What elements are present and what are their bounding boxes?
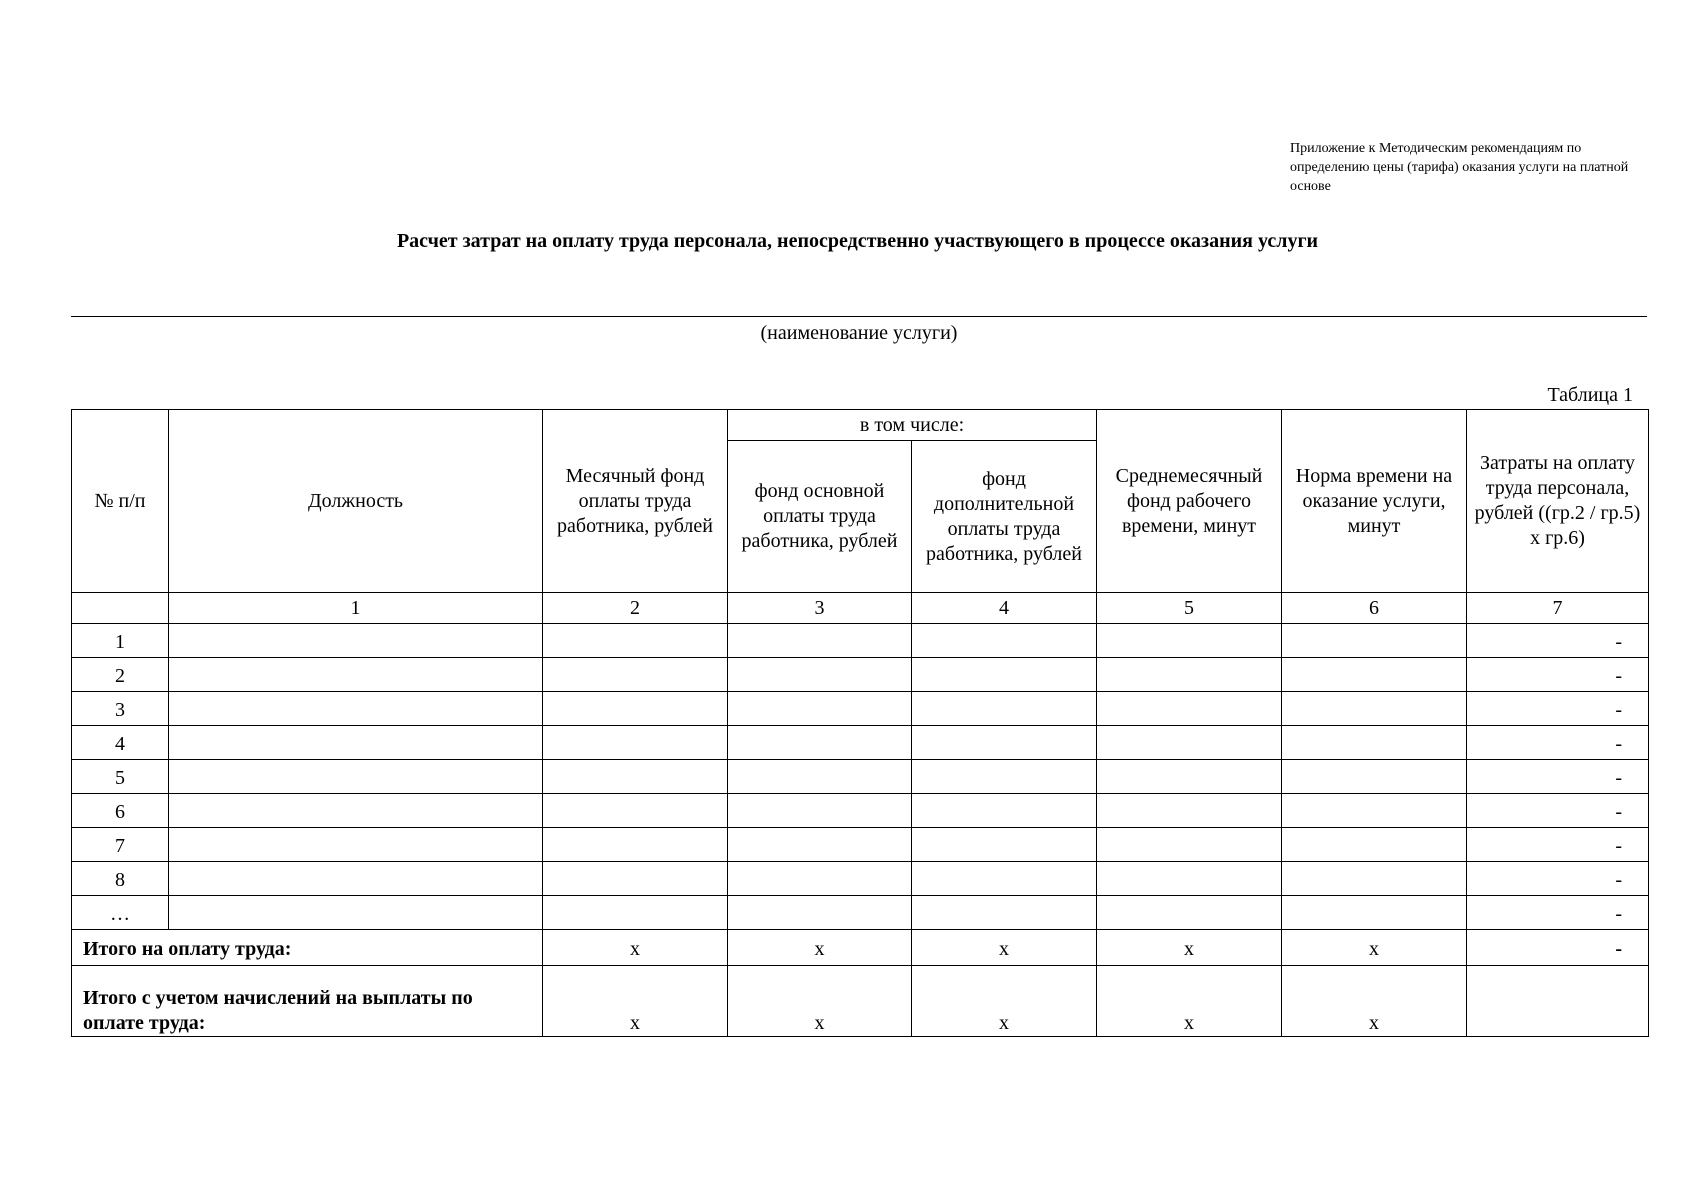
cell-position[interactable]: [169, 726, 543, 760]
column-number: 6: [1282, 593, 1467, 624]
cell-costs: -: [1467, 692, 1649, 726]
cell-time-norm[interactable]: [1282, 692, 1467, 726]
row-num: 7: [72, 828, 169, 862]
appendix-note: Приложение к Методическим рекомендациям по определению цены (тарифа) оказания услуги на платной основе: [1290, 141, 1629, 194]
total-cell: х: [1282, 930, 1467, 966]
header-basic-fund: фонд основной оплаты труда работника, рублей: [728, 441, 912, 593]
cell-monthly-fund[interactable]: [543, 794, 728, 828]
total-with-charges-row: [72, 966, 1649, 1037]
cell-position[interactable]: [169, 692, 543, 726]
cell-monthly-fund[interactable]: [543, 828, 728, 862]
cell-time-norm[interactable]: [1282, 828, 1467, 862]
cell-time-norm[interactable]: [1282, 760, 1467, 794]
cell-avg-time[interactable]: [1097, 658, 1282, 692]
row-num: 8: [72, 862, 169, 896]
cell-position[interactable]: [169, 794, 543, 828]
total-cell: х: [1097, 930, 1282, 966]
cell-avg-time[interactable]: [1097, 726, 1282, 760]
total-cell: х: [912, 930, 1097, 966]
service-name-caption: (наименование услуги): [760, 322, 958, 344]
table-row: [72, 658, 1649, 692]
header-additional-fund: фонд дополнительной оплаты труда работника, рублей: [912, 441, 1097, 593]
header-position: Должность: [169, 410, 543, 593]
cell-additional-fund[interactable]: [912, 692, 1097, 726]
cell-basic-fund[interactable]: [728, 760, 912, 794]
cell-position[interactable]: [169, 658, 543, 692]
row-num: 2: [72, 658, 169, 692]
cell-avg-time[interactable]: [1097, 896, 1282, 930]
cell-time-norm[interactable]: [1282, 624, 1467, 658]
cell-time-norm[interactable]: [1282, 726, 1467, 760]
row-num: 1: [72, 624, 169, 658]
total-cell: х: [728, 930, 912, 966]
cell-avg-time[interactable]: [1097, 692, 1282, 726]
total-with-charges-cell: х: [1097, 966, 1282, 1037]
cell-additional-fund[interactable]: [912, 794, 1097, 828]
cell-time-norm[interactable]: [1282, 862, 1467, 896]
cell-monthly-fund[interactable]: [543, 658, 728, 692]
table-row: [72, 760, 1649, 794]
cell-basic-fund[interactable]: [728, 896, 912, 930]
cell-position[interactable]: [169, 828, 543, 862]
header-num: № п/п: [72, 410, 169, 593]
total-row: [72, 930, 1649, 966]
cell-additional-fund[interactable]: [912, 760, 1097, 794]
row-num: 4: [72, 726, 169, 760]
cell-position[interactable]: [169, 896, 543, 930]
cell-monthly-fund[interactable]: [543, 726, 728, 760]
column-number: 5: [1097, 593, 1282, 624]
total-with-charges-cell: х: [912, 966, 1097, 1037]
cell-basic-fund[interactable]: [728, 828, 912, 862]
table-row: [72, 692, 1649, 726]
header-costs: Затраты на оплату труда персонала, рублей ((гр.2 / гр.5) х гр.6): [1467, 410, 1649, 593]
cell-basic-fund[interactable]: [728, 624, 912, 658]
cell-avg-time[interactable]: [1097, 794, 1282, 828]
cell-monthly-fund[interactable]: [543, 692, 728, 726]
table-row: [72, 726, 1649, 760]
column-number-row: [72, 593, 1649, 624]
header-time-norm: Норма времени на оказание услуги, минут: [1282, 410, 1467, 593]
labor-cost-table: [71, 409, 1649, 1037]
total-cell: х: [543, 930, 728, 966]
column-number-empty: [72, 593, 169, 624]
cell-costs: -: [1467, 896, 1649, 930]
row-num: …: [72, 896, 169, 930]
table-label: Таблица 1: [1547, 384, 1633, 406]
table-row: [72, 624, 1649, 658]
cell-avg-time[interactable]: [1097, 828, 1282, 862]
total-label: Итого на оплату труда:: [72, 930, 543, 966]
header-including: в том числе:: [728, 410, 1097, 441]
cell-costs: -: [1467, 794, 1649, 828]
cell-additional-fund[interactable]: [912, 624, 1097, 658]
cell-costs: -: [1467, 624, 1649, 658]
cell-position[interactable]: [169, 760, 543, 794]
header-monthly-fund: Месячный фонд оплаты труда работника, рублей: [543, 410, 728, 593]
cell-avg-time[interactable]: [1097, 624, 1282, 658]
cell-additional-fund[interactable]: [912, 726, 1097, 760]
cell-time-norm[interactable]: [1282, 658, 1467, 692]
total-with-charges-label: Итого с учетом начислений на выплаты по оплате труда:: [72, 966, 543, 1037]
total-with-charges-cell: х: [1282, 966, 1467, 1037]
row-num: 3: [72, 692, 169, 726]
column-number: 2: [543, 593, 728, 624]
document-title: Расчет затрат на оплату труда персонала, непосредственно участвующего в процессе оказания услуги: [396, 230, 1319, 252]
row-num: 6: [72, 794, 169, 828]
cell-additional-fund[interactable]: [912, 828, 1097, 862]
cell-basic-fund[interactable]: [728, 692, 912, 726]
cell-position[interactable]: [169, 624, 543, 658]
cell-monthly-fund[interactable]: [543, 624, 728, 658]
table-row: [72, 794, 1649, 828]
cell-basic-fund[interactable]: [728, 658, 912, 692]
cell-costs: -: [1467, 760, 1649, 794]
cell-monthly-fund[interactable]: [543, 862, 728, 896]
total-costs: -: [1467, 930, 1649, 966]
cell-time-norm[interactable]: [1282, 794, 1467, 828]
cell-basic-fund[interactable]: [728, 862, 912, 896]
cell-avg-time[interactable]: [1097, 862, 1282, 896]
table-row: [72, 862, 1649, 896]
header-avg-time: Среднемесячный фонд рабочего времени, минут: [1097, 410, 1282, 593]
cell-time-norm[interactable]: [1282, 896, 1467, 930]
service-name-line: [71, 316, 1647, 317]
cell-additional-fund[interactable]: [912, 896, 1097, 930]
cell-costs: -: [1467, 726, 1649, 760]
column-number: 1: [169, 593, 543, 624]
column-number: 4: [912, 593, 1097, 624]
total-with-charges-costs[interactable]: [1467, 966, 1649, 1037]
cell-monthly-fund[interactable]: [543, 760, 728, 794]
cell-costs: -: [1467, 862, 1649, 896]
column-number: 3: [728, 593, 912, 624]
cell-costs: -: [1467, 658, 1649, 692]
cell-basic-fund[interactable]: [728, 794, 912, 828]
cell-additional-fund[interactable]: [912, 862, 1097, 896]
cell-monthly-fund[interactable]: [543, 896, 728, 930]
cell-costs: -: [1467, 828, 1649, 862]
cell-additional-fund[interactable]: [912, 658, 1097, 692]
column-number: 7: [1467, 593, 1649, 624]
total-with-charges-cell: х: [543, 966, 728, 1037]
total-with-charges-cell: х: [728, 966, 912, 1037]
table-row: [72, 828, 1649, 862]
cell-basic-fund[interactable]: [728, 726, 912, 760]
table-row: [72, 896, 1649, 930]
cell-avg-time[interactable]: [1097, 760, 1282, 794]
row-num: 5: [72, 760, 169, 794]
cell-position[interactable]: [169, 862, 543, 896]
